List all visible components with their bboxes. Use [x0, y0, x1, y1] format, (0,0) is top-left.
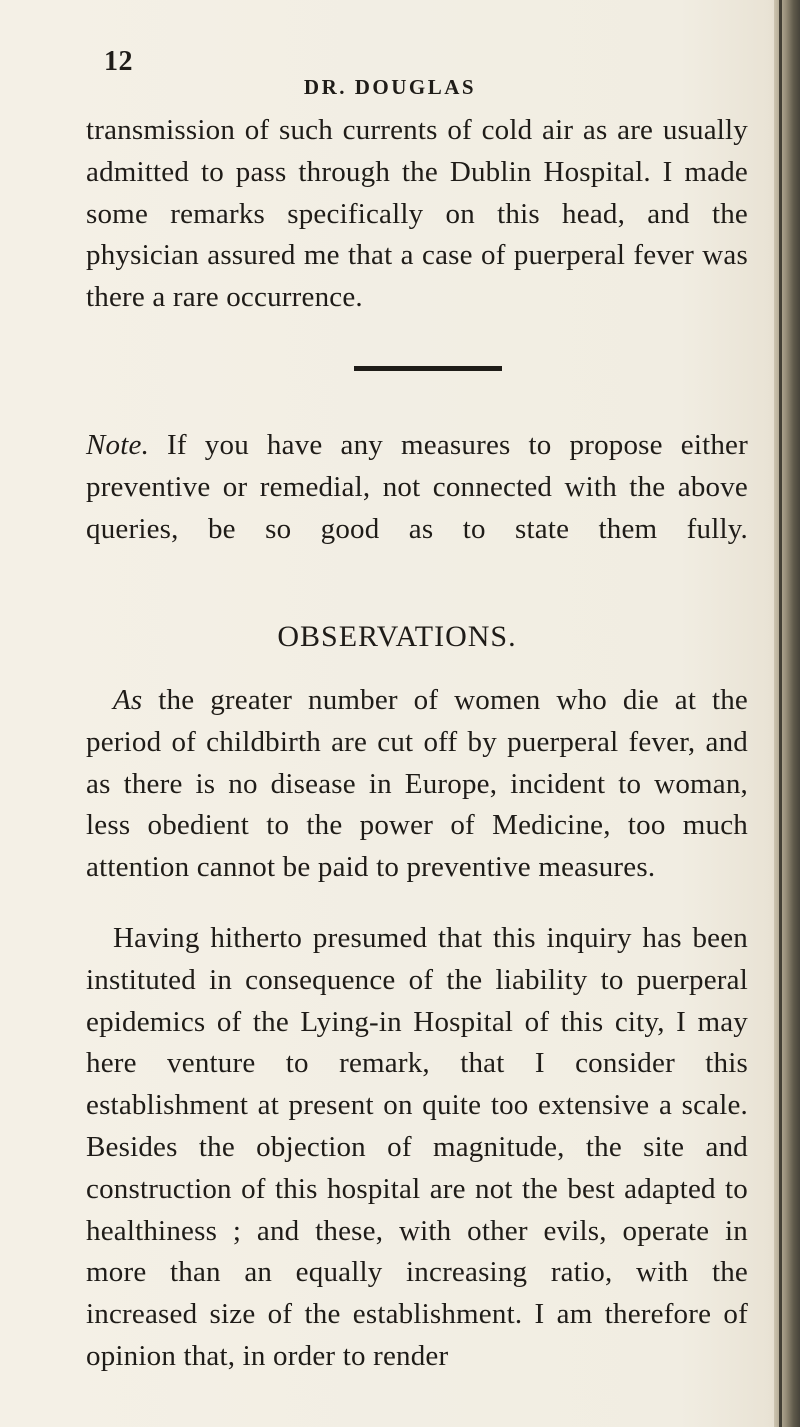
observations-paragraph-1-lead: As [113, 684, 143, 716]
page-binding-line [779, 0, 782, 1427]
page-binding-edge [774, 0, 800, 1427]
note-text [86, 425, 748, 550]
continuation-paragraph [86, 110, 748, 319]
page-number: 12 [104, 46, 133, 77]
observations-paragraph-2-text: Having hitherto presumed that this inquiry has been instituted in consequence of the liability to puerperal epidemics of the Lying-in Hospital of this city, I may here venture to remark, that I consider this establishment at present on quite too extensive a scale. Besides the objection of magnitude, the site and construction of this hospital are not the best adapted to healthiness ; and these, with other evils, operate in more than an equally increasing ratio, with the increased size of the establishment. I am therefore of opinion that, in order to render [86, 922, 748, 1372]
note-paragraph [86, 425, 748, 550]
continuation-text: transmission of such currents of cold air as are usually admitted to pass through the Dublin Hospital. I made some remarks specifically on this head, and the physician assured me that a case of puerperal fever was there a rare occurrence. [86, 114, 748, 314]
note-label: Note. [86, 429, 150, 461]
observations-paragraph-2 [86, 918, 748, 1378]
section-divider [354, 366, 502, 371]
observations-heading: OBSERVATIONS. [277, 620, 517, 653]
observations-paragraph-1-body: the greater number of women who die at the period of childbirth are cut off by puerperal fever, and as there is no disease in Europe, incident to woman, less obedient to the power of Medicine, too much attention cannot be paid to preventive measures. [86, 684, 748, 884]
running-head: DR. DOUGLAS [303, 75, 477, 99]
observations-paragraph-1 [86, 680, 748, 889]
observations-paragraph-1-text [86, 680, 748, 889]
note-body: If you have any measures to propose either preventive or remedial, not connected with the above queries, be so good as to state them fully. [86, 429, 748, 545]
